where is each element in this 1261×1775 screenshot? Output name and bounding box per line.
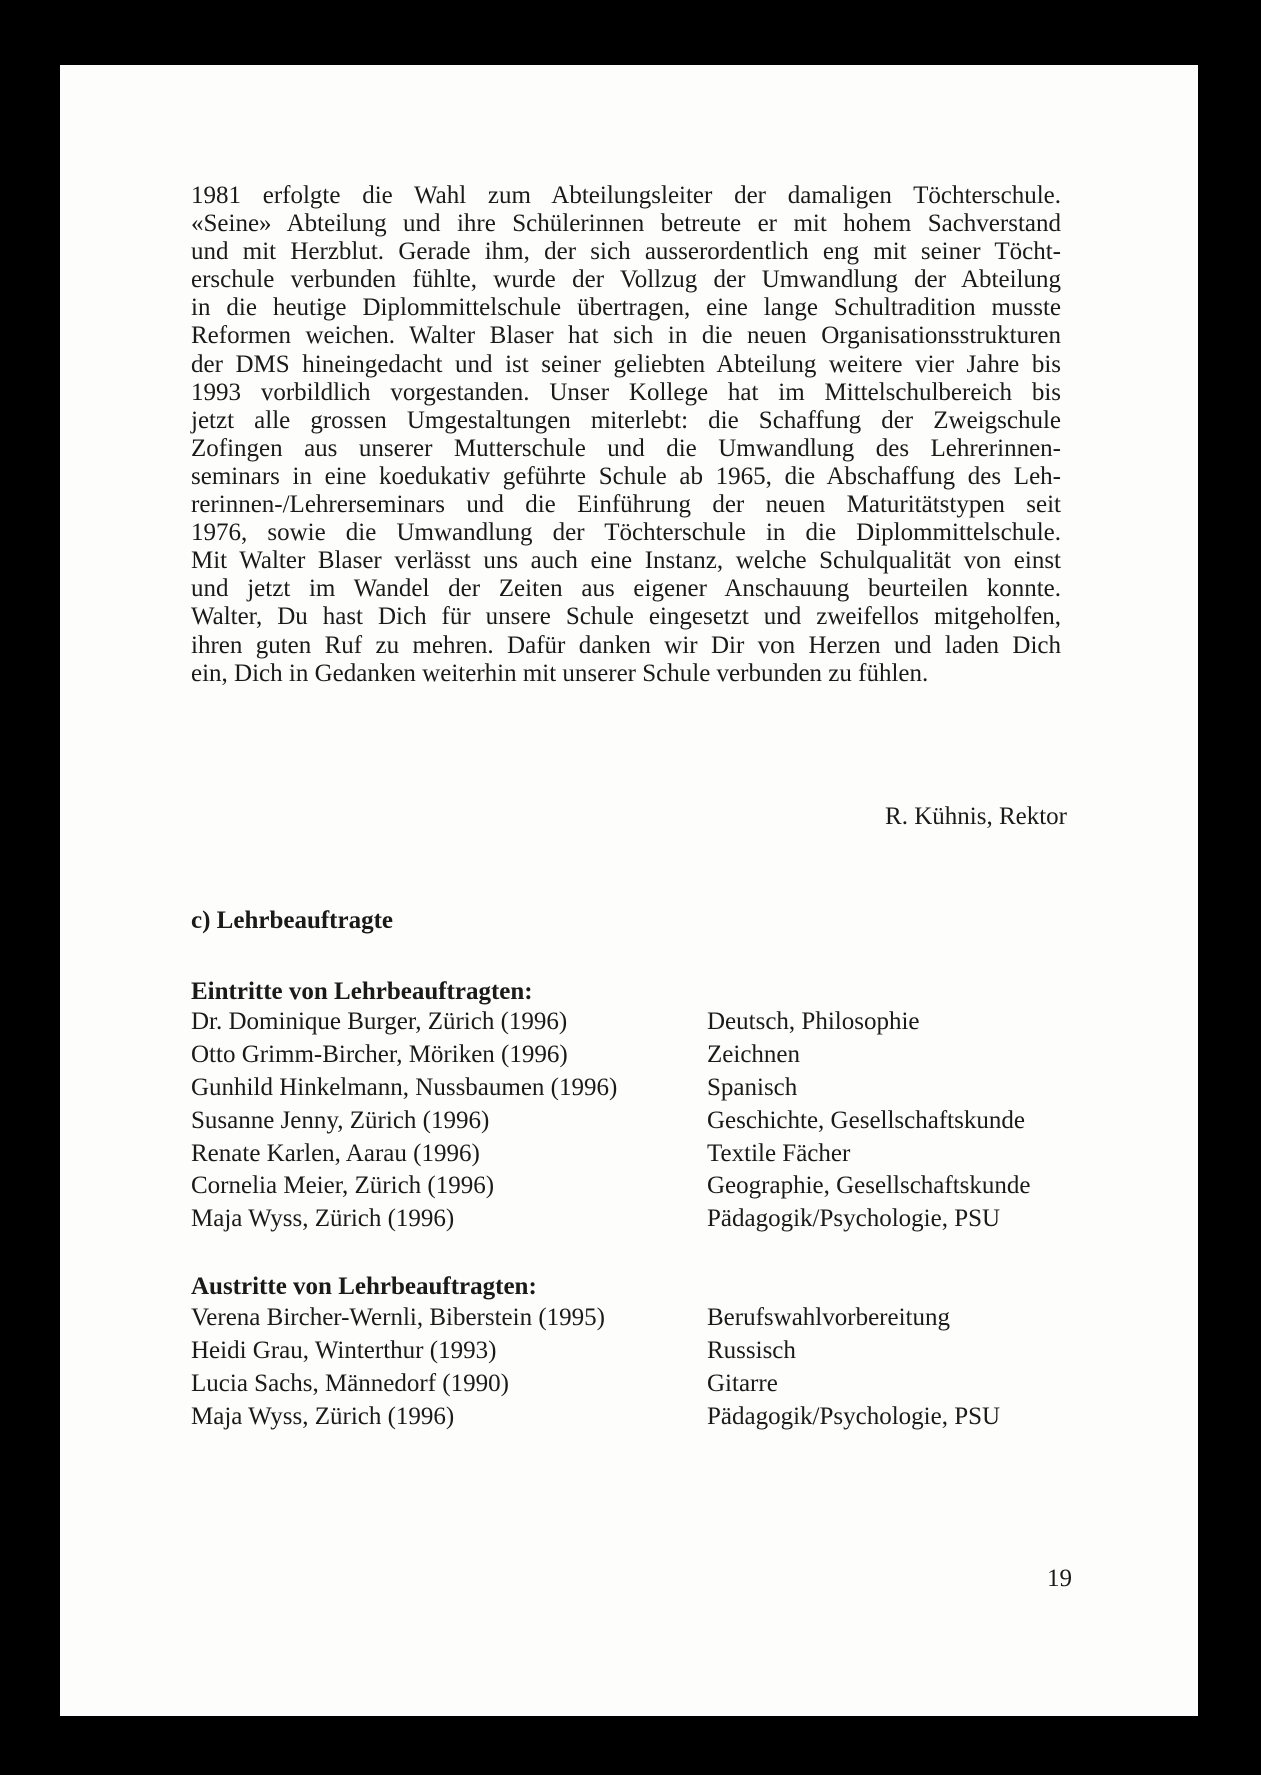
paragraph-line: 1981 erfolgte die Wahl zum Abteilungsleiter der damaligen Töchterschule.: [191, 182, 1061, 209]
list-item: [191, 1401, 1001, 1434]
document-page: [60, 65, 1198, 1716]
page-number: 19: [1047, 1565, 1072, 1592]
paragraph-line: der DMS hineingedacht und ist seiner geliebten Abteilung weitere vier Jahre bis: [191, 350, 1061, 378]
subject: Geschichte, Gesellschaftskunde: [707, 1106, 1025, 1134]
paragraph-line: in die heutige Diplommittelschule übertragen, eine lange Schultradition musste: [191, 294, 1061, 322]
eintritte-list: [191, 1006, 1031, 1236]
paragraph-line: rerinnen-/Lehrerseminars und die Einführung der neuen Maturitätstypen seit: [191, 491, 1061, 519]
section-title: c) Lehrbeauftragte: [191, 907, 394, 934]
person-name: Maja Wyss, Zürich (1996): [191, 1205, 455, 1233]
subject: Pädagogik/Psychologie, PSU: [707, 1205, 1001, 1233]
paragraph-line: erschule verbunden fühlte, wurde der Vollzug der Umwandlung der Abteilung: [191, 266, 1061, 294]
list-item: [191, 1170, 1031, 1203]
person-name: Heidi Grau, Winterthur (1993): [191, 1336, 497, 1364]
paragraph-line: Walter, Du hast Dich für unsere Schule eingesetzt und zweifellos mitgeholfen,: [191, 603, 1061, 631]
person-name: Lucia Sachs, Männedorf (1990): [191, 1369, 509, 1397]
person-name: Renate Karlen, Aarau (1996): [191, 1139, 480, 1167]
list-item: [191, 1335, 796, 1368]
person-name: Susanne Jenny, Zürich (1996): [191, 1106, 490, 1134]
subject: Geographie, Gesellschaftskunde: [707, 1172, 1031, 1200]
list-item: [191, 1039, 801, 1072]
list-item: [191, 1072, 798, 1105]
paragraph-line: und jetzt im Wandel der Zeiten aus eigener Anschauung beurteilen konnte.: [191, 575, 1061, 603]
paragraph-line: jetzt alle grossen Umgestaltungen miterlebt: die Schaffung der Zweigschule: [191, 406, 1061, 434]
paragraph-line: Reformen weichen. Walter Blaser hat sich in die neuen Organisationsstrukturen: [191, 322, 1061, 350]
person-name: Gunhild Hinkelmann, Nussbaumen (1996): [191, 1073, 618, 1101]
paragraph-line: 1976, sowie die Umwandlung der Töchterschule in die Diplommittelschule.: [191, 519, 1061, 547]
paragraph-line: Mit Walter Blaser verlässt uns auch eine Instanz, welche Schulqualität von einst: [191, 547, 1061, 575]
person-name: Maja Wyss, Zürich (1996): [191, 1402, 455, 1430]
body-paragraph: [191, 182, 1061, 688]
person-name: Cornelia Meier, Zürich (1996): [191, 1172, 495, 1200]
list-item: [191, 1368, 778, 1401]
signature: R. Kühnis, Rektor: [885, 803, 1067, 830]
list-item: [191, 1302, 950, 1335]
list-item: [191, 1138, 851, 1171]
eintritte-heading: Eintritte von Lehrbeauftragten:: [191, 978, 533, 1005]
subject: Spanisch: [707, 1073, 798, 1101]
list-item: [191, 1105, 1025, 1138]
subject: Pädagogik/Psychologie, PSU: [707, 1402, 1001, 1430]
person-name: Otto Grimm-Bircher, Möriken (1996): [191, 1040, 568, 1068]
austritte-list: [191, 1302, 1001, 1434]
paragraph-line: ein, Dich in Gedanken weiterhin mit unserer Schule verbunden zu fühlen.: [191, 659, 929, 687]
paragraph-line: seminars in eine koedukativ geführte Schule ab 1965, die Abschaffung des Leh-: [191, 462, 1061, 490]
paragraph-line: Zofingen aus unserer Mutterschule und die Umwandlung des Lehrerinnen-: [191, 434, 1061, 462]
subject: Gitarre: [707, 1369, 778, 1397]
paragraph-line: ihren guten Ruf zu mehren. Dafür danken wir Dir von Herzen und laden Dich: [191, 631, 1061, 659]
list-item: [191, 1203, 1001, 1236]
subject: Textile Fächer: [707, 1139, 851, 1167]
subject: Berufswahlvorbereitung: [707, 1304, 950, 1331]
subject: Russisch: [707, 1336, 796, 1364]
subject: Zeichnen: [707, 1040, 801, 1068]
austritte-heading: Austritte von Lehrbeauftragten:: [191, 1273, 537, 1300]
paragraph-line: 1993 vorbildlich vorgestanden. Unser Kollege hat im Mittelschulbereich bis: [191, 378, 1061, 406]
person-name: Verena Bircher-Wernli, Biberstein (1995): [191, 1304, 606, 1331]
list-item: [191, 1006, 920, 1039]
paragraph-line: und mit Herzblut. Gerade ihm, der sich ausserordentlich eng mit seiner Töcht-: [191, 238, 1061, 266]
subject: Deutsch, Philosophie: [707, 1008, 920, 1035]
person-name: Dr. Dominique Burger, Zürich (1996): [191, 1008, 568, 1035]
paragraph-line: «Seine» Abteilung und ihre Schülerinnen betreute er mit hohem Sachverstand: [191, 210, 1061, 238]
